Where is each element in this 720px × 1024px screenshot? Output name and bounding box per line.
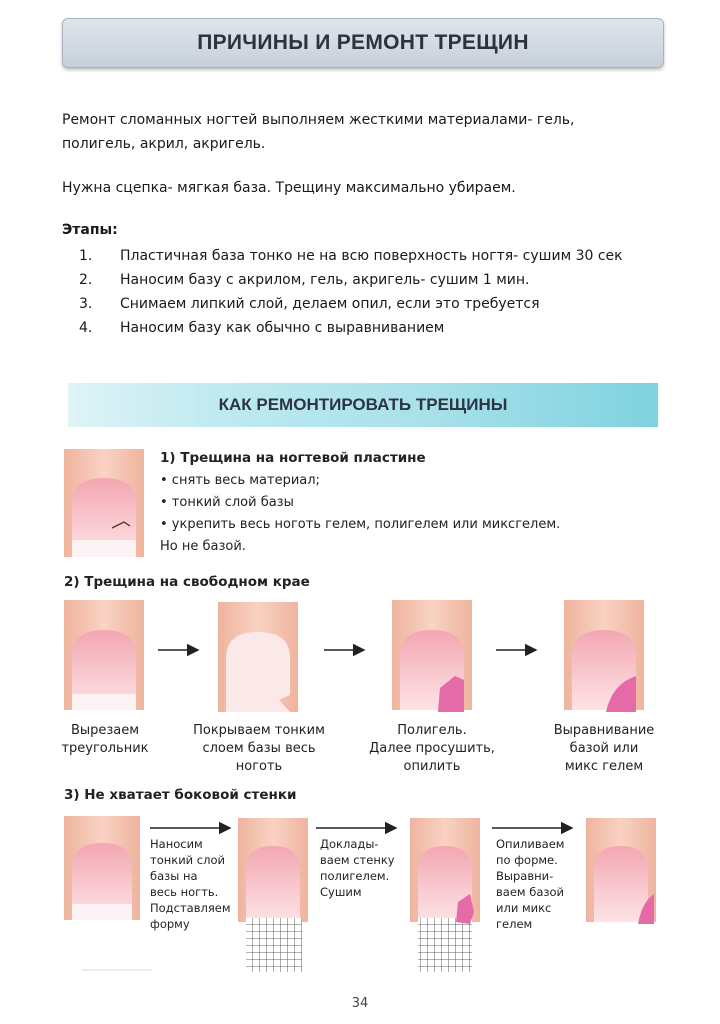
note-line: Сушим [320,885,362,899]
note-line: весь ногть. [150,885,219,899]
caption-line: микс гелем [564,759,644,774]
finger-icon [64,449,144,557]
note-line: тонкий слой [150,853,225,867]
note-line: или микс [496,901,552,915]
case3-note [150,836,234,932]
note-line: Наносим [150,837,203,851]
note-line: форму [150,917,190,931]
section-title: КАК РЕМОНТИРОВАТЬ ТРЕЩИНЫ [218,395,508,414]
finger-icon [64,600,144,710]
caption-line: Далее просушить, [369,741,495,756]
case3-note [496,836,580,932]
step-text: Снимаем липкий слой, делаем опил, если это требуется [120,296,540,312]
note-line: ваем стенку [320,853,395,867]
finger-icon [64,816,140,920]
step-number: 4. [79,320,93,336]
note-line: по форме. [496,853,558,867]
step-text: Пластичная база тонко не на всю поверхность ногтя- сушим 30 сек [120,248,623,264]
finger-icon [392,600,472,712]
note-line: Доклады- [320,837,379,851]
finger-icon [564,600,644,712]
intro-line: полигель, акрил, акригель. [62,136,266,152]
page-title: ПРИЧИНЫ И РЕМОНТ ТРЕЩИН [197,31,529,54]
finger-icon [218,602,298,712]
case2-title: 2) Трещина на свободном крае [64,574,310,590]
note-line: Опиливаем [496,837,565,851]
finger-icon [238,818,308,972]
case1-bullet: • тонкий слой базы [160,495,294,510]
intro-paragraph-2: Нужна сцепка- мягкая база. Трещину максимально убираем. [62,180,516,196]
caption-line: Полигель. [397,723,467,738]
finger-icon [586,818,656,924]
note-line: ваем базой [496,885,564,899]
case1-title: 1) Трещина на ногтевой пластине [160,450,426,466]
case1-bullet: • укрепить весь ноготь гелем, полигелем или миксгелем. [160,517,561,532]
caption-line: треугольник [61,741,149,756]
caption-line: базой или [569,741,639,756]
caption [188,722,330,776]
stages-label: Этапы: [62,222,118,238]
caption-line: Покрываем тонким [193,723,325,738]
case1-bullet: • снять весь материал; [160,473,320,488]
caption-line: слоем базы весь [202,741,316,756]
caption-line: ноготь [235,759,283,774]
step-number: 2. [79,272,93,288]
intro-line: Ремонт сломанных ногтей выполняем жесткими материалами- гель, [62,112,575,128]
note-line: полигелем. [320,869,390,883]
caption-line: Вырезаем [70,723,140,738]
caption-line: Выравнивание [553,723,655,738]
step-number: 1. [79,248,93,264]
caption-line: опилить [403,759,461,774]
step-text: Наносим базу с акрилом, гель, акригель- сушим 1 мин. [120,272,530,288]
step-text: Наносим базу как обычно с выравниванием [120,320,445,336]
note-line: Выравни- [496,869,554,883]
page-number: 34 [351,996,369,1011]
note-line: Подставляем [150,901,231,915]
finger-icon [410,818,480,972]
case3-note [320,836,404,900]
caption [360,722,504,776]
step-number: 3. [79,296,93,312]
note-line: базы на [150,869,198,883]
case1-note: Но не базой. [160,539,246,554]
caption [50,722,160,758]
note-line: гелем [496,917,533,931]
caption [536,722,672,776]
case3-title: 3) Не хватает боковой стенки [64,787,297,803]
